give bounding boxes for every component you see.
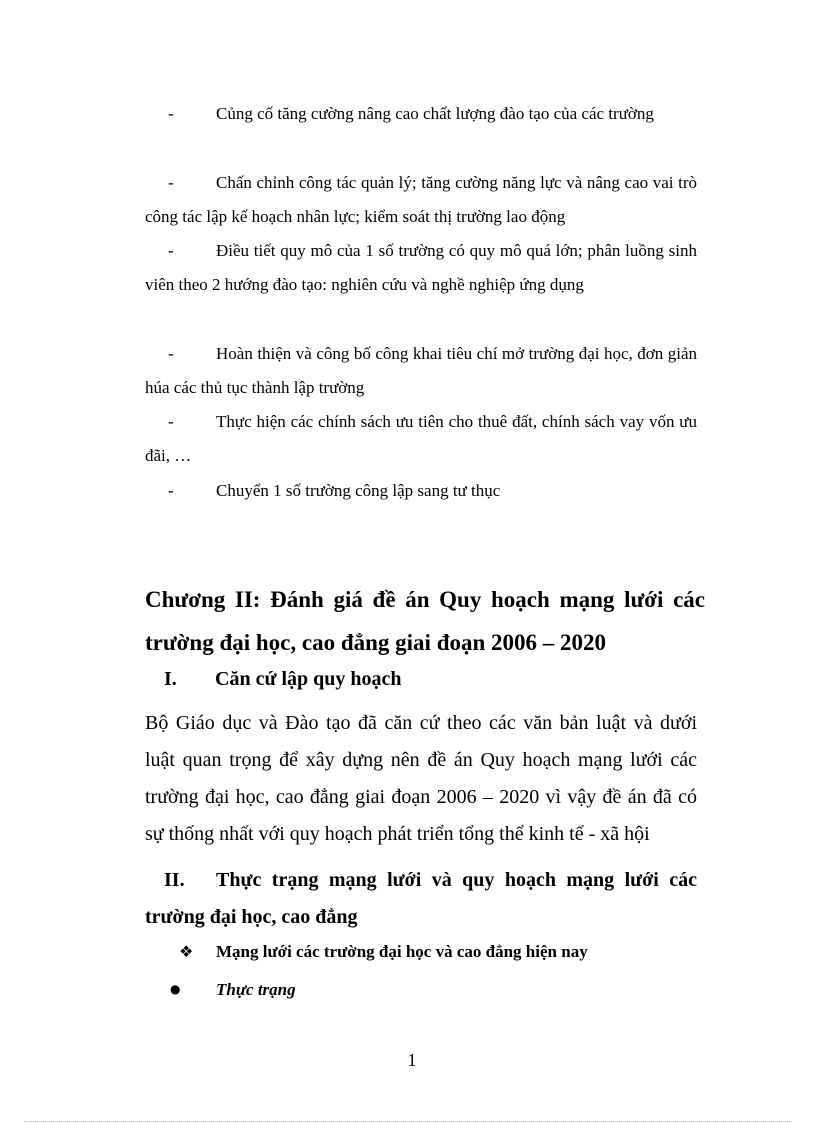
section-number: I. xyxy=(164,668,177,690)
chapter-title-line: trường đại học, cao đẳng giai đoạn 2006 – 2020 xyxy=(145,630,607,655)
section-title: Căn cứ lập quy hoạch xyxy=(215,668,402,690)
paragraph-line: Bộ Giáo dục và Đào tạo đã căn cứ theo các văn bản luật và dưới xyxy=(145,712,697,734)
dash-marker: - xyxy=(168,481,174,500)
section-title: Thực trạng mạng lưới và quy hoạch mạng lưới các xyxy=(216,869,697,891)
body-paragraph xyxy=(145,705,697,853)
chapter-title-line: Chương II: Đánh giá đề án Quy hoạch mạng lưới các xyxy=(145,587,705,612)
dash-marker: - xyxy=(168,344,174,363)
paragraph-line: trường đại học, cao đẳng giai đoạn 2006 – 2020 vì vậy đề án đã có xyxy=(145,786,697,808)
bullet-text: Hoàn thiện và công bố công khai tiêu chí mở trường đại học, đơn giản húa các thủ tục thành lập trường xyxy=(145,344,697,397)
page-number-text: 1 xyxy=(407,1050,417,1070)
sub-heading xyxy=(179,942,588,962)
paragraph-line: luật quan trọng để xây dựng nên đề án Quy hoạch mạng lưới các xyxy=(145,749,697,771)
dash-marker: - xyxy=(168,173,174,192)
page-bottom-divider xyxy=(24,1121,792,1122)
sub-heading-text: Mạng lưới các trường đại học và cao đẳng hiện nay xyxy=(216,942,588,961)
section-title-line: trường đại học, cao đẳng xyxy=(145,906,358,928)
bullet-text: Chuyển 1 số trường công lập sang tư thục xyxy=(216,481,501,500)
sub-bullet-text: Thực trạng xyxy=(216,980,296,999)
bullet-item xyxy=(145,97,697,131)
bullet-item xyxy=(145,166,697,234)
dash-marker: - xyxy=(168,412,174,431)
dash-marker: - xyxy=(168,241,174,260)
section-heading-2 xyxy=(145,862,697,936)
bullet-item xyxy=(145,234,697,302)
section-heading-1 xyxy=(164,668,402,691)
page-number xyxy=(0,1050,816,1071)
bullet-text: Củng cố tăng cường nâng cao chất lượng đào tạo của các trường xyxy=(216,104,654,123)
section-number: II. xyxy=(164,869,185,891)
bullet-text: Chấn chỉnh công tác quản lý; tăng cường năng lực và nâng cao vai trò công tác lập kế hoạch nhân lực; kiểm soát thị trường lao động xyxy=(145,173,697,226)
bullet-item xyxy=(145,405,697,473)
dash-marker: - xyxy=(168,104,174,123)
bullet-text: Thực hiện các chính sách ưu tiên cho thuê đất, chính sách vay vốn ưu đãi, … xyxy=(145,412,697,465)
round-bullet-icon: ● xyxy=(170,982,181,996)
bullet-item xyxy=(145,474,697,508)
paragraph-line: sự thống nhất với quy hoạch phát triển tổng thể kinh tế - xã hội xyxy=(145,823,650,845)
sub-bullet xyxy=(170,980,296,1000)
bullet-text: Điều tiết quy mô của 1 số trường có quy mô quá lớn; phân luồng sinh viên theo 2 hướng đào tạo: nghiên cứu và nghề nghiệp ứng dụng xyxy=(145,241,697,294)
diamond-bullet-icon: ❖ xyxy=(179,942,194,961)
chapter-title xyxy=(145,578,705,664)
bullet-item xyxy=(145,337,697,405)
